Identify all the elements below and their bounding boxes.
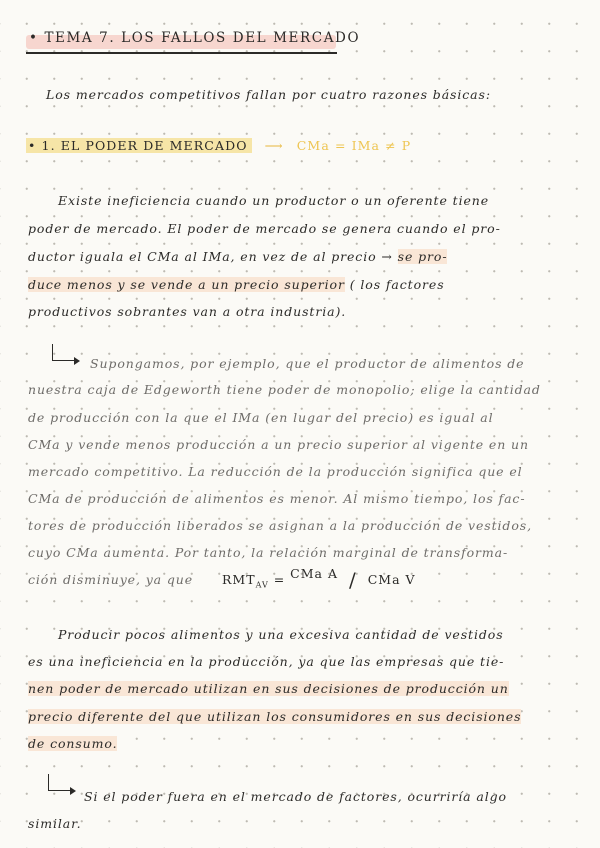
note-line: similar. bbox=[28, 816, 82, 831]
title-underline bbox=[26, 52, 337, 54]
hooked-arrow-icon bbox=[52, 344, 77, 361]
example-line: CMa de producción de alimentos es menor. Al mismo tiempo, los fac- bbox=[28, 491, 526, 506]
example-line: nuestra caja de Edgeworth tiene poder de monopolio; elige la cantidad bbox=[28, 382, 541, 397]
example-line: de producción con la que el IMa (en lugar del precio) es igual al bbox=[28, 410, 494, 425]
paragraph2-line bbox=[28, 681, 509, 696]
fraction-slash: / bbox=[348, 568, 357, 592]
example-line: CMa y vende menos producción a un precio superior al vigente en un bbox=[28, 437, 529, 452]
rmt-numerator: CMa A bbox=[290, 566, 338, 581]
highlighted-text: nen poder de mercado utilizan en sus decisiones de producción un bbox=[28, 681, 509, 696]
rmt-denominator: CMa V bbox=[367, 572, 416, 587]
paragraph1-text: ductor iguala el CMa al IMa, en vez de al precio → bbox=[28, 249, 393, 264]
paragraph1-line: poder de mercado. El poder de mercado se genera cuando el pro- bbox=[28, 221, 501, 236]
example-line: mercado competitivo. La reducción de la producción significa que el bbox=[28, 464, 523, 479]
paragraph2-line: es una ineficiencia en la producción, ya que las empresas que tie- bbox=[28, 654, 505, 669]
right-arrow-icon: ⟶ bbox=[264, 138, 284, 153]
note-line: Si el poder fuera en el mercado de factores, ocurriría algo bbox=[84, 789, 507, 804]
paragraph2-line bbox=[28, 709, 521, 724]
highlighted-text: precio diferente del que utilizan los consumidores en sus decisiones bbox=[28, 709, 522, 724]
highlighted-text: se pro- bbox=[397, 249, 448, 264]
highlighted-text: duce menos y se vende a un precio superior bbox=[28, 277, 345, 292]
paragraph1-line bbox=[28, 249, 447, 264]
page-title bbox=[26, 30, 361, 52]
paragraph1-line: Existe ineficiencia cuando un productor o un oferente tiene bbox=[58, 193, 490, 208]
example-line: cuyo CMa aumenta. Por tanto, la relación marginal de transforma- bbox=[28, 545, 509, 560]
title-text: • TEMA 7. LOS FALLOS DEL MERCADO bbox=[29, 30, 361, 46]
section-formula: CMa = IMa ≠ P bbox=[296, 138, 412, 153]
rmt-formula bbox=[222, 568, 416, 592]
paragraph2-line bbox=[28, 736, 117, 751]
example-line: Supongamos, por ejemplo, que el productor de alimentos de bbox=[90, 356, 525, 371]
paragraph1-line bbox=[28, 277, 445, 292]
rmt-label: RMT bbox=[222, 572, 256, 587]
section-heading-text: • 1. EL PODER DE MERCADO bbox=[26, 138, 252, 153]
intro-line: Los mercados competitivos fallan por cuatro razones básicas: bbox=[46, 87, 491, 102]
paragraph1-line: productivos sobrantes van a otra industria). bbox=[28, 304, 347, 319]
rmt-equals: = bbox=[273, 572, 286, 587]
highlighted-text: de consumo. bbox=[28, 736, 118, 751]
example-line: tores de producción liberados se asignan a la producción de vestidos, bbox=[28, 518, 532, 533]
paragraph2-line: Producir pocos alimentos y una excesiva cantidad de vestidos bbox=[58, 627, 504, 642]
rmt-subscript: AV bbox=[255, 580, 269, 590]
hooked-arrow-icon bbox=[48, 774, 73, 791]
example-line: ción disminuye, ya que bbox=[28, 572, 194, 587]
section-heading bbox=[26, 138, 411, 153]
paragraph1-text: ( los factores bbox=[349, 277, 445, 292]
